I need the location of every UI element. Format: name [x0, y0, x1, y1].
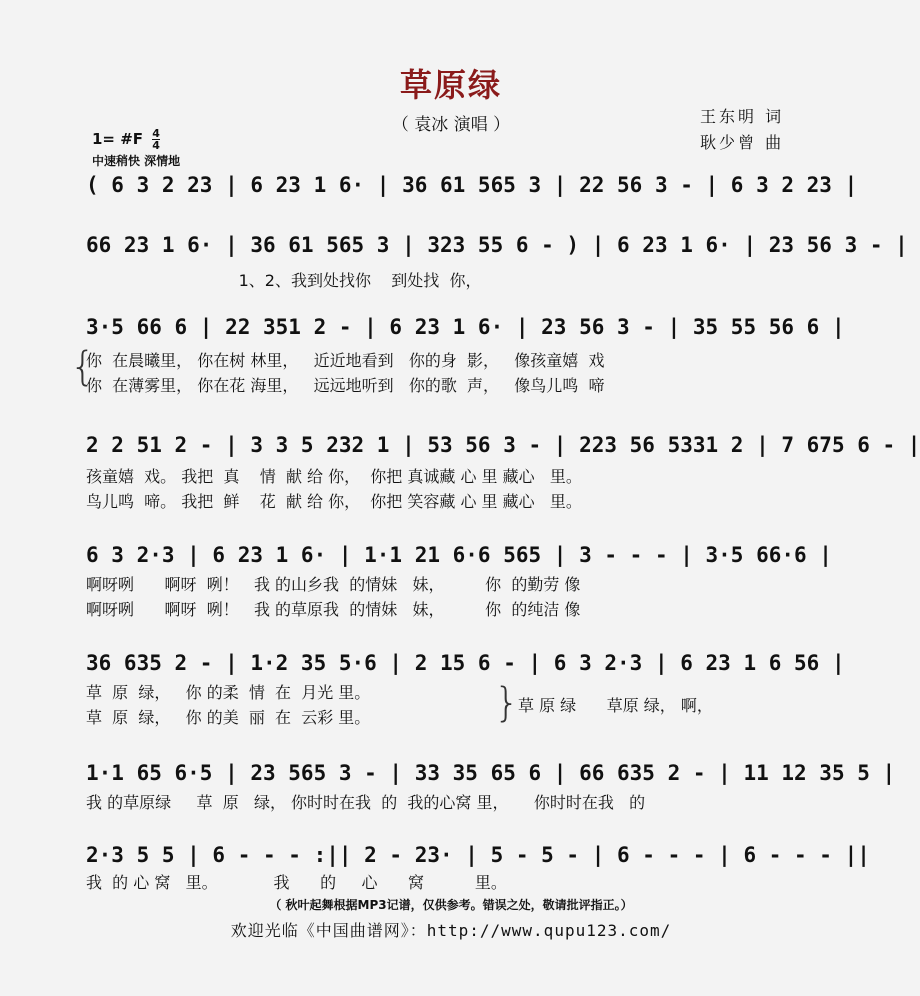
lyric-row-7: 我 的草原绿 草 原 绿， 你时时在我 的 我的心窝 里， 你时时在我 的	[86, 793, 646, 812]
time-signature-top: 4	[152, 127, 160, 140]
notation-row-2: 66 23 1 6· | 36 61 565 3 | 323 55 6 - ) | 6 23 1 6· | 23 56 3 - |	[86, 233, 908, 257]
notation-row-5: 6 3 2·3 | 6 23 1 6· | 1·1 21 6·6 565 | 3 - - - | 3·5 66·6 |	[86, 543, 832, 567]
notation-row-8: 2·3 5 5 | 6 - - - :|| 2 - 23· | 5 - 5 - | 6 - - - | 6 - - - ||	[86, 843, 870, 867]
site-url-link[interactable]: http://www.qupu123.com/	[426, 921, 672, 940]
lyric-row-8: 我 的 心 窝 里。 我 的 心 窝 里。	[86, 873, 507, 892]
lyric-row-4-verse-2: 鸟儿鸣 啼。 我把 鲜 花 献 给 你， 你把 笑容藏 心 里 藏心 里。	[86, 492, 582, 511]
performer-line: （ 袁冰 演唱 ）	[391, 115, 511, 135]
lyricist-credit: 王东明 词	[700, 107, 785, 126]
key-signature: 1= #F	[92, 130, 144, 148]
song-title: 草原绿	[399, 66, 502, 104]
lyric-row-4-verse-1: 孩童嬉 戏。 我把 真 情 献 给 你， 你把 真诚藏 心 里 藏心 里。	[86, 467, 582, 486]
lyric-row-5-verse-1: 啊呀咧 啊呀 咧！ 我 的山乡我 的情妹 妹， 你 的勤劳 像	[86, 575, 581, 594]
site-welcome	[0, 918, 902, 941]
welcome-text: 欢迎光临《中国曲谱网》：	[230, 921, 427, 940]
lyric-row-6-refrain: 草 原 绿 草原 绿， 啊，	[518, 696, 713, 715]
time-signature	[152, 128, 160, 151]
refrain-brace: }	[494, 680, 520, 726]
lyric-row-3-verse-1: 你 在晨曦里， 你在树 林里， 近近地看到 你的身 影， 像孩童嬉 戏	[86, 351, 605, 370]
time-signature-bottom: 4	[152, 139, 160, 152]
composer-credit: 耿少曾 曲	[700, 133, 785, 152]
tempo-marking: 中速稍快 深情地	[92, 154, 181, 168]
notation-row-3: 3·5 66 6 | 22 351 2 - | 6 23 1 6· | 23 56 3 - | 35 55 56 6 |	[86, 315, 845, 339]
notation-row-4: 2 2 51 2 - | 3 3 5 232 1 | 53 56 3 - | 223 56 5331 2 | 7 675 6 - |	[86, 433, 920, 457]
transcription-note: （ 秋叶起舞根据MP3记谱，仅供参考。错误之处，敬请批评指正。）	[269, 898, 633, 912]
lyric-row-2: 1、2、我到处找你 到处找 你，	[86, 271, 482, 290]
lyric-row-3-verse-2: 你 在薄雾里， 你在花 海里， 远远地听到 你的歌 声， 像鸟儿鸣 啼	[86, 376, 605, 395]
verse-brace: {	[70, 344, 96, 390]
lyric-row-5-verse-2: 啊呀咧 啊呀 咧！ 我 的草原我 的情妹 妹， 你 的纯洁 像	[86, 600, 581, 619]
lyric-row-6-verse-2: 草 原 绿， 你 的美 丽 在 云彩 里。	[86, 708, 371, 727]
lyric-row-6-verse-1: 草 原 绿， 你 的柔 情 在 月光 里。	[86, 683, 371, 702]
notation-row-6: 36 635 2 - | 1·2 35 5·6 | 2 15 6 - | 6 3 2·3 | 6 23 1 6 56 |	[86, 651, 845, 675]
key-and-meter	[92, 128, 160, 151]
notation-row-1: ( 6 3 2 23 | 6 23 1 6· | 36 61 565 3 | 22 56 3 - | 6 3 2 23 |	[86, 173, 858, 197]
notation-row-7: 1·1 65 6·5 | 23 565 3 - | 33 35 65 6 | 66 635 2 - | 11 12 35 5 |	[86, 761, 896, 785]
